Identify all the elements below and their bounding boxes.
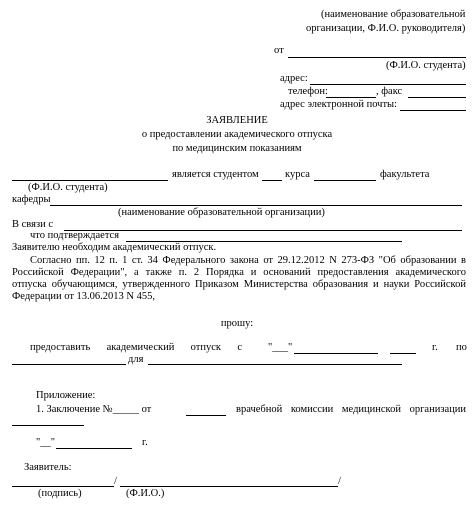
signature-line: [12, 486, 114, 487]
appendix-org-line: [12, 425, 84, 426]
grant-to-line: [12, 364, 126, 365]
appendix-title: Приложение:: [36, 390, 96, 401]
from-name-line: [288, 57, 466, 58]
grant-year-line: [390, 353, 416, 354]
student-name-label-header: (Ф.И.О. студента): [386, 60, 466, 71]
fax-label: , факс: [376, 86, 403, 97]
signature-separator-end: /: [338, 476, 341, 487]
address-label: адрес:: [280, 73, 308, 84]
grant-text: предоставить академический отпуск с: [30, 342, 242, 353]
grant-day: "___": [268, 342, 293, 353]
grant-year-suffix: г.: [432, 342, 438, 353]
in-connection-line: [64, 230, 462, 231]
grant-to-text: по: [456, 342, 467, 353]
in-connection-text: В связи с: [12, 219, 53, 230]
grant-month-line: [294, 353, 378, 354]
signature-name-label: (Ф.И.О.): [126, 488, 165, 499]
confirmed-text: что подтверждается: [30, 230, 120, 241]
org-head-label: организации, Ф.И.О. руководителя): [306, 23, 466, 34]
request-text: прошу:: [220, 318, 254, 329]
faculty-line: [314, 180, 376, 181]
need-leave-text: Заявителю необходим академический отпуск.: [12, 242, 217, 253]
appendix-date-line: [186, 415, 226, 416]
department-text: кафедры: [12, 194, 51, 205]
student-name-label-body: (Ф.И.О. студента): [28, 182, 108, 193]
law-line-1: Согласно пп. 12 п. 1 ст. 34 Федерального закона от 29.12.2012 N 273-ФЗ "Об образовании в: [30, 255, 466, 266]
appendix-item-1-b: врачебной комиссии медицинской организации: [236, 404, 466, 415]
appendix-month-line: [56, 448, 132, 449]
title-line-2: по медицинским показаниям: [172, 143, 302, 154]
signature-label: (подпись): [38, 488, 82, 499]
department-line: [50, 205, 462, 206]
appendix-item-1-a: 1. Заключение №_____ от: [36, 404, 152, 415]
document-title: ЗАЯВЛЕНИЕ: [206, 115, 268, 126]
address-line: [310, 84, 466, 85]
email-line: [400, 110, 466, 111]
signature-name-line: [120, 486, 338, 487]
grant-for-line: [148, 364, 402, 365]
email-label: адрес электронной почты:: [280, 99, 398, 110]
appendix-year-suffix: г.: [142, 437, 148, 448]
course-line: [262, 180, 282, 181]
grant-for-text: для: [128, 354, 144, 365]
law-line-3: отпуска обучающимся, утвержденного Приказом Министерства образования и науки Российской: [12, 279, 466, 290]
is-student-text: является студентом: [172, 169, 259, 180]
phone-label: телефон:: [288, 86, 328, 97]
applicant-label: Заявитель:: [24, 462, 72, 473]
faculty-text: факультета: [380, 169, 430, 180]
org-name-label-body: (наименование образовательной организации): [118, 207, 325, 218]
org-name-label: (наименование образовательной: [321, 9, 466, 20]
course-text: курса: [285, 169, 310, 180]
phone-line: [326, 97, 376, 98]
from-prefix: от: [274, 45, 284, 56]
law-line-2: Российской Федерации", а также п. 2 Порядка и оснований предоставления академического: [12, 267, 466, 278]
title-line-1: о предоставлении академического отпуска: [141, 129, 333, 140]
law-line-4: Федерации от 13.06.2013 N 455,: [12, 291, 155, 302]
fax-line: [408, 97, 466, 98]
appendix-day: "__": [36, 437, 56, 448]
signature-separator: /: [114, 476, 117, 487]
student-name-line: [12, 180, 168, 181]
